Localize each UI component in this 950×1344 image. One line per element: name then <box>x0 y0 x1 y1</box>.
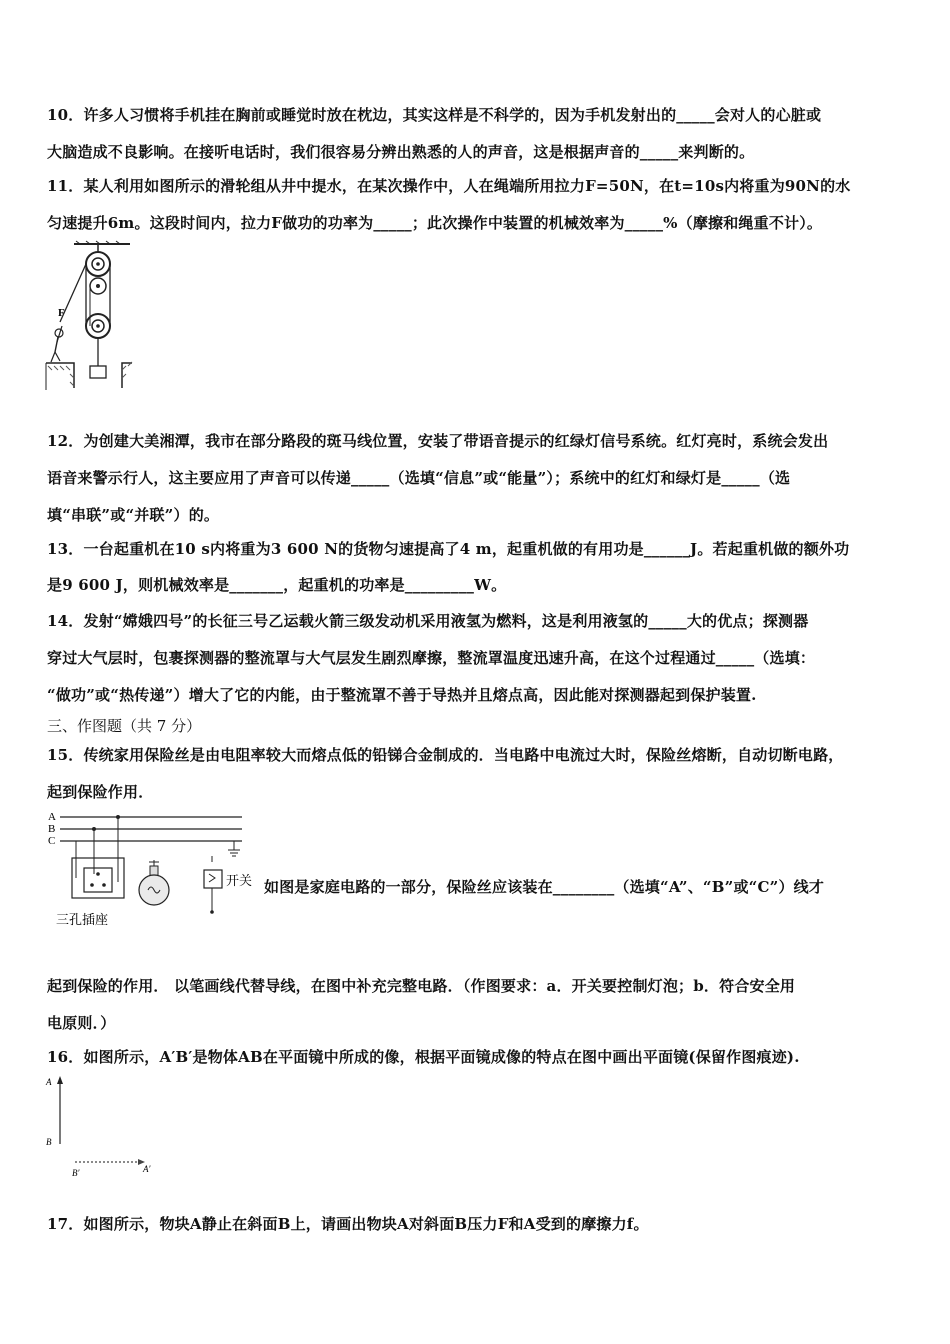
q15-line1: 15．传统家用保险丝是由电阻率较大而熔点低的铅锑合金制成的．当电路中电流过大时，保险丝熔断，自动切断电路， <box>47 746 844 764</box>
q13-line1: 13．一台起重机在10 s内将重为3 600 N的货物匀速提高了4 m，起重机做的有用功是______J。若起重机做的额外功 <box>47 540 850 558</box>
q14-line2: 穿过大气层时，包裹探测器的整流罩与大气层发生剧烈摩擦，整流罩温度迅速升高，在这个过程通过_____（选填： <box>47 649 816 667</box>
q15-line4: 电原则．） <box>47 1014 116 1032</box>
wire-label-C: C <box>48 835 56 847</box>
point-Bp-label: B′ <box>72 1168 80 1178</box>
q12-line3: 填“串联”或“并联”）的。 <box>47 506 220 524</box>
pulley-figure <box>44 240 134 392</box>
switch-label: 开关 <box>226 874 253 889</box>
mirror-figure <box>44 1074 164 1184</box>
q10-line2: 大脑造成不良影响。在接听电话时，我们很容易分辨出熟悉的人的声音，这是根据声音的_____来判断的。 <box>47 143 755 161</box>
wire-label-A: A <box>48 811 56 823</box>
q11-line2: 匀速提升6m。这段时间内，拉力F做功的功率为_____；此次操作中装置的机械效率为_____%（摩擦和绳重不计）。 <box>47 214 823 232</box>
q15-inline-text: 如图是家庭电路的一部分，保险丝应该装在________（选填“A”、“B”或“C”）线才 <box>264 878 825 896</box>
q10-line1: 10．许多人习惯将手机挂在胸前或睡觉时放在枕边，其实这样是不科学的，因为手机发射出的_____会对人的心脏或 <box>47 106 822 124</box>
q14-line3: “做功”或“热传递”）增大了它的内能，由于整流罩不善于导热并且熔点高，因此能对探测器起到保护装置. <box>47 686 757 704</box>
q17-line1: 17．如图所示，物块A静止在斜面B上，请画出物块A对斜面B压力F和A受到的摩擦力f。 <box>47 1215 649 1233</box>
q11-line1: 11．某人利用如图所示的滑轮组从井中提水，在某次操作中，人在绳端所用拉力F=50N，在t=10s内将重为90N的水 <box>47 177 851 195</box>
socket-label: 三孔插座 <box>56 913 109 928</box>
point-B-label: B <box>46 1137 52 1147</box>
q15-line3: 起到保险的作用． 以笔画线代替导线，在图中补充完整电路．（作图要求：a．开关要控制灯泡；b．符合安全用 <box>47 977 796 995</box>
force-label-F: F <box>58 307 65 319</box>
circuit-figure <box>44 808 264 934</box>
q12-line1: 12．为创建大美湘潭，我市在部分路段的斑马线位置，安装了带语音提示的红绿灯信号系统。红灯亮时，系统会发出 <box>47 432 829 450</box>
wire-label-B: B <box>48 823 56 835</box>
q14-line1: 14．发射“嫦娥四号”的长征三号乙运载火箭三级发动机采用液氢为燃料，这是利用液氢的_____大的优点；探测器 <box>47 612 809 630</box>
q15-line2: 起到保险作用． <box>47 783 154 801</box>
q16-line1: 16．如图所示，A′B′是物体AB在平面镜中所成的像，根据平面镜成像的特点在图中画出平面镜(保留作图痕迹). <box>47 1048 800 1066</box>
q13-line2: 是9 600 J，则机械效率是_______，起重机的功率是_________W。 <box>47 576 507 594</box>
section-title: 三、作图题（共 7 分） <box>47 717 202 735</box>
point-Ap-label: A′ <box>143 1164 151 1174</box>
q12-line2: 语音来警示行人，这主要应用了声音可以传递_____（选填“信息”或“能量”）；系统中的红灯和绿灯是_____（选 <box>47 469 791 487</box>
point-A-label: A <box>46 1077 52 1087</box>
